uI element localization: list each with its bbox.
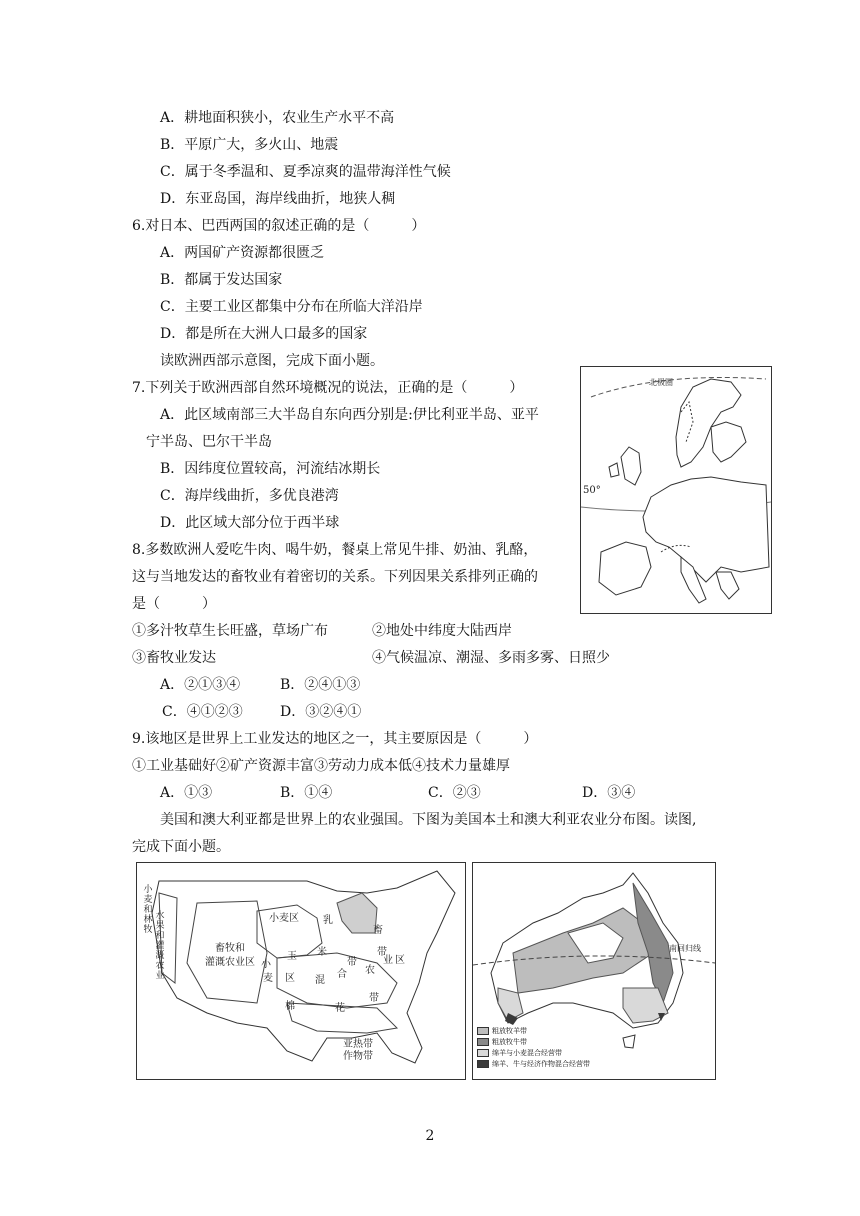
usa-label-dairy-2: 畜 [373,925,383,936]
legend-label: 粗放牧羊带 [492,1027,527,1035]
q8-option-b: B．②④①③ [280,677,361,693]
arctic-circle-label: 北极圈 [649,378,673,387]
q9-option-b: B．①④ [280,785,333,801]
usa-label-mixed-4: 业 [383,955,393,966]
usa-label-wheat-zone: 小麦区 [269,913,299,924]
usa-label-corn-2: 米 [317,947,327,958]
page-number: 2 [425,1128,435,1144]
legend-label: 绵羊、牛与经济作物混合经营带 [492,1060,590,1068]
q9-stem: 9.该地区是世界上工业发达的地区之一，其主要原因是（ ） [132,731,538,747]
q8-stem-3: 是（ ） [132,596,216,612]
q9-option-d: D．③④ [582,785,636,801]
australia-agriculture-map [472,862,716,1080]
usa-vertical-label-fruit-irrigation: 水果和灌溉农业 [155,911,165,981]
latitude-50-label: 50° [583,485,601,496]
usa-label-mixed-2: 合 [337,969,347,980]
q8-statement-1: ①多汁牧草生长旺盛，草场广布 [132,623,328,639]
q6-option-c: C．主要工业区都集中分布在所临大洋沿岸 [160,299,423,315]
usa-label-wheat-2b: 麦 [263,973,273,984]
usa-label-mixed-5: 区 [395,955,405,966]
usa-label-corn-1: 玉 [287,951,297,962]
q8-stem-2: 这与当地发达的畜牧业有着密切的关系。下列因果关系排列正确的 [132,569,538,585]
usa-label-dairy-3: 带 [377,947,387,958]
tropic-of-capricorn-label: 南回归线 [669,944,701,953]
q6-option-d: D．都是所在大洲人口最多的国家 [160,326,368,342]
usa-label-ranch-1: 畜牧和 [215,943,245,954]
australia-legend-item [477,1038,527,1046]
australia-legend-item [477,1060,590,1068]
q5-option-d: D．东亚岛国，海岸线曲折，地狭人稠 [160,191,396,207]
usa-label-subtropical-1: 亚热带 [343,1039,373,1050]
usa-label-wheat-2a: 小 [261,959,271,970]
q8-option-d: D．③②④① [280,704,362,720]
usa-vertical-label-wheat-forest: 小麦和林牧 [143,885,153,935]
q7-option-a: A．此区域南部三大半岛自东向西分别是:伊比利亚半岛、亚平 [160,407,539,423]
q8-stem-1: 8.多数欧洲人爱吃牛肉、喝牛奶，餐桌上常见牛排、奶油、乳酪， [132,542,538,558]
q6-option-a: A．两国矿产资源都很匮乏 [160,245,325,261]
q7-option-a-cont: 宁半岛、巴尔干半岛 [146,434,272,450]
q8-option-a: A．②①③④ [160,677,241,693]
q7-option-c: C．海岸线曲折，多优良港湾 [160,488,339,504]
usa-label-cotton-3: 带 [369,993,379,1004]
legend-swatch [477,1049,489,1057]
q7-stem: 7.下列关于欧洲西部自然环境概况的说法，正确的是（ ） [132,380,524,396]
q8-statement-3: ③畜牧业发达 [132,650,216,666]
usa-label-wheat-2c: 区 [285,973,295,984]
q9-option-c: C．②③ [428,785,481,801]
q7-option-d: D．此区域大部分位于西半球 [160,515,340,531]
usa-intro-1: 美国和澳大利亚都是世界上的农业强国。下图为美国本土和澳大利亚农业分布图。读图, [160,812,697,828]
europe-map-drawing [581,367,771,613]
usa-agriculture-map [136,862,466,1080]
australia-legend [477,1027,627,1075]
usa-label-cotton-2: 花 [335,1003,345,1014]
legend-label: 绵羊与小麦混合经营带 [492,1049,562,1057]
q5-option-c: C．属于冬季温和、夏季凉爽的温带海洋性气候 [160,164,451,180]
usa-label-corn-3: 带 [347,957,357,968]
legend-swatch [477,1038,489,1046]
q9-statements: ①工业基础好②矿产资源丰富③劳动力成本低④技术力量雄厚 [132,758,510,774]
q5-option-a: A．耕地面积狭小，农业生产水平不高 [160,110,395,126]
usa-label-subtropical-2: 作物带 [343,1051,373,1062]
usa-label-cotton-1: 棉 [285,1001,295,1012]
q7-option-b: B．因纬度位置较高，河流结冰期长 [160,461,381,477]
usa-label-dairy-1: 乳 [323,915,333,926]
australia-legend-item [477,1049,562,1057]
usa-intro-2: 完成下面小题。 [132,839,230,855]
q6-option-b: B．都属于发达国家 [160,272,283,288]
legend-label: 粗放牧牛带 [492,1038,527,1046]
australia-legend-item [477,1027,527,1035]
q9-option-a: A．①③ [160,785,213,801]
usa-label-ranch-2: 灌溉农业区 [205,957,255,968]
q8-statement-2: ②地处中纬度大陆西岸 [372,623,512,639]
europe-intro: 读欧洲西部示意图，完成下面小题。 [160,353,384,369]
usa-label-mixed-3: 农 [365,965,375,976]
q8-option-c: C．④①②③ [162,704,243,720]
legend-swatch [477,1027,489,1035]
usa-label-mixed-1: 混 [315,975,325,986]
q5-option-b: B．平原广大，多火山、地震 [160,137,339,153]
legend-swatch [477,1060,489,1068]
usa-map-drawing [137,863,465,1079]
europe-map [580,366,772,614]
q6-stem: 6.对日本、巴西两国的叙述正确的是（ ） [132,218,426,234]
q8-statement-4: ④气候温凉、潮湿、多雨多雾、日照少 [372,650,610,666]
